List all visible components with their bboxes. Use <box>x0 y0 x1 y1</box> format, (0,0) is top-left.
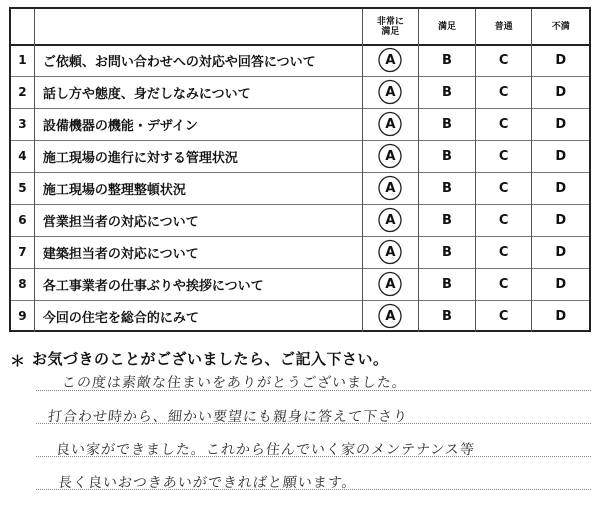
rating-letter: D <box>555 116 567 132</box>
rating-option-b[interactable] <box>419 172 476 204</box>
question-text: ご依頼、お問い合わせへの対応や回答について <box>35 44 363 76</box>
handwritten-line-1: この度は素敵な住まいをありがとうございました。 <box>61 375 408 391</box>
rating-option-d[interactable] <box>532 268 589 300</box>
notes-star: ＊ <box>10 352 26 370</box>
rating-option-d[interactable] <box>532 76 589 108</box>
rating-letter: D <box>555 212 567 228</box>
header-question-cell <box>35 9 363 44</box>
question-row <box>11 300 589 332</box>
question-number: 5 <box>11 172 35 204</box>
rating-option-b[interactable] <box>419 268 476 300</box>
rating-letter: D <box>555 244 567 260</box>
rating-option-d[interactable] <box>532 44 589 76</box>
rating-option-a[interactable] <box>363 204 420 236</box>
rating-option-c[interactable] <box>476 268 533 300</box>
question-row <box>11 44 589 77</box>
question-row <box>11 204 589 237</box>
header-very-satisfied: 非常に満足 <box>363 9 420 44</box>
header-satisfied: 満足 <box>419 9 476 44</box>
rating-letter: C <box>498 308 509 324</box>
rating-option-b[interactable] <box>419 236 476 268</box>
rating-letter: A <box>385 244 396 260</box>
question-text: 施工現場の整理整頓状況 <box>35 172 363 204</box>
rating-option-d[interactable] <box>532 204 589 236</box>
rating-option-c[interactable] <box>476 172 533 204</box>
rating-letter: A <box>385 276 396 292</box>
question-row <box>11 108 589 141</box>
rating-letter: B <box>442 148 452 164</box>
rating-letter: D <box>555 84 567 100</box>
rating-option-a[interactable] <box>363 108 420 140</box>
question-number: 2 <box>11 76 35 108</box>
rating-letter: B <box>442 244 452 260</box>
question-row <box>11 76 589 109</box>
rating-option-a[interactable] <box>363 300 420 332</box>
rating-option-c[interactable] <box>476 108 533 140</box>
rating-letter: D <box>555 180 567 196</box>
rating-letter: A <box>385 212 396 228</box>
rating-letter: C <box>498 212 509 228</box>
question-text: 施工現場の進行に対する管理状況 <box>35 140 363 172</box>
handwritten-line-3: 良い家ができました。これから住んでいく家のメンテナンス等 <box>55 442 476 458</box>
rating-letter: B <box>442 276 452 292</box>
rating-option-c[interactable] <box>476 236 533 268</box>
question-row <box>11 236 589 269</box>
rating-option-a[interactable] <box>363 140 420 172</box>
rating-letter: C <box>498 52 509 68</box>
rating-option-d[interactable] <box>532 140 589 172</box>
header-number-cell <box>11 9 35 44</box>
rating-letter: B <box>442 84 452 100</box>
question-number: 9 <box>11 300 35 332</box>
question-number: 6 <box>11 204 35 236</box>
question-text: 建築担当者の対応について <box>35 236 363 268</box>
question-number: 7 <box>11 236 35 268</box>
survey-table <box>9 7 591 332</box>
rating-letter: C <box>498 116 509 132</box>
question-row <box>11 268 589 301</box>
rating-letter: A <box>385 116 396 132</box>
rating-letter: D <box>555 52 567 68</box>
header-dissatisfied: 不満 <box>551 21 570 32</box>
rating-option-b[interactable] <box>419 108 476 140</box>
rating-letter: D <box>555 308 567 324</box>
header-normal: 普通 <box>476 9 533 44</box>
rating-letter: C <box>498 180 509 196</box>
rating-letter: C <box>498 84 509 100</box>
question-number: 1 <box>11 44 35 76</box>
handwritten-line-2: 打合わせ時から、細かい要望にも親身に答えて下さり <box>47 409 409 425</box>
rating-option-c[interactable] <box>476 300 533 332</box>
rating-option-b[interactable] <box>419 44 476 76</box>
rating-option-a[interactable] <box>363 76 420 108</box>
question-number: 3 <box>11 108 35 140</box>
rating-option-a[interactable] <box>363 44 420 76</box>
question-text: 今回の住宅を総合的にみて <box>35 300 363 332</box>
rating-option-b[interactable] <box>419 204 476 236</box>
rating-option-b[interactable] <box>419 300 476 332</box>
rating-letter: A <box>385 180 396 196</box>
question-number: 8 <box>11 268 35 300</box>
question-text: 話し方や態度、身だしなみについて <box>35 76 363 108</box>
rating-option-d[interactable] <box>532 172 589 204</box>
rating-letter: B <box>442 308 452 324</box>
rating-option-c[interactable] <box>476 204 533 236</box>
rating-option-d[interactable] <box>532 300 589 332</box>
rating-letter: A <box>385 84 396 100</box>
rating-option-a[interactable] <box>363 268 420 300</box>
rating-option-c[interactable] <box>476 76 533 108</box>
rating-letter: D <box>555 276 567 292</box>
rating-letter: D <box>555 148 567 164</box>
rating-option-b[interactable] <box>419 140 476 172</box>
question-text: 営業担当者の対応について <box>35 204 363 236</box>
rating-letter: A <box>385 308 396 324</box>
question-row <box>11 140 589 173</box>
rating-letter: B <box>442 116 452 132</box>
rating-letter: A <box>385 52 396 68</box>
rating-option-a[interactable] <box>363 172 420 204</box>
rating-option-c[interactable] <box>476 140 533 172</box>
rating-letter: B <box>442 212 452 228</box>
rating-letter: C <box>498 244 509 260</box>
question-number: 4 <box>11 140 35 172</box>
notes-title: お気づきのことがございましたら、ご記入下さい。 <box>32 350 389 368</box>
question-text: 設備機器の機能・デザイン <box>35 108 363 140</box>
handwritten-line-4: 長く良いおつきあいができればと願います。 <box>57 475 358 491</box>
rating-option-c[interactable] <box>476 44 533 76</box>
rating-option-d[interactable] <box>532 108 589 140</box>
rating-option-d[interactable] <box>532 236 589 268</box>
question-text: 各工事業者の仕事ぶりや挨拶について <box>35 268 363 300</box>
rating-letter: B <box>442 180 452 196</box>
table-header <box>11 9 589 46</box>
rating-letter: C <box>498 148 509 164</box>
rating-option-a[interactable] <box>363 236 420 268</box>
question-row <box>11 172 589 205</box>
rating-option-b[interactable] <box>419 76 476 108</box>
rating-letter: B <box>442 52 452 68</box>
rating-letter: A <box>385 148 396 164</box>
rating-letter: C <box>498 276 509 292</box>
